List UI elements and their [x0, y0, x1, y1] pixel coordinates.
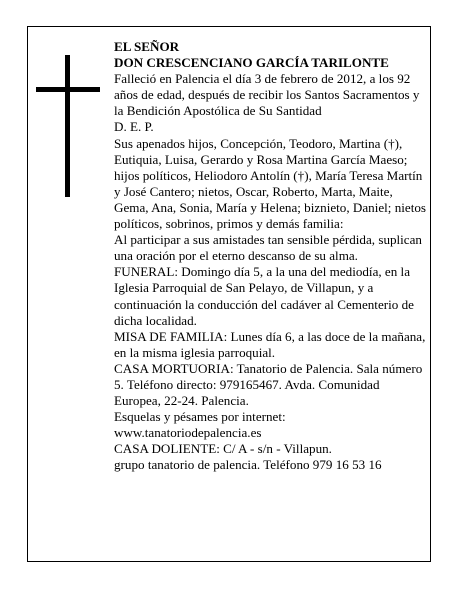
cross-vertical-bar [65, 55, 70, 197]
provider-line: grupo tanatorio de palencia. Teléfono 979 16 53 16 [114, 457, 382, 473]
mortuary-info: CASA MORTUORIA: Tanatorio de Palencia. Sala número 5. Teléfono directo: 979165467. Avda. Comunidad Europea, 22-24. Palencia. [114, 360, 423, 409]
website-link[interactable]: www.tanatoriodepalencia.es [114, 425, 262, 441]
family-mass-info: MISA DE FAMILIA: Lunes día 6, a las doce de la mañana, en la misma iglesia parroquial. [114, 328, 426, 360]
home-address: CASA DOLIENTE: C/ A - s/n - Villapun. [114, 441, 332, 457]
title-line-1: EL SEÑOR [114, 39, 180, 54]
dep-line: D. E. P. [114, 119, 154, 135]
latin-cross-icon [36, 55, 100, 197]
obituary-text [114, 39, 426, 474]
cross-horizontal-bar [36, 87, 100, 92]
family-list: Sus apenados hijos, Concepción, Teodoro, Martina (†), Eutiquia, Luisa, Gerardo y Rosa Martina García Maeso; hijos políticos, Heliodoro Antolín (†), María Teresa Martín y José Cantero; nietos, Oscar, Roberto, Marta, Maite, Gema, Ana, Sonia, María y Helena; biznieto, Daniel; nietos políticos, sobrinos, primos y demás familia: [114, 135, 426, 232]
funeral-info: FUNERAL: Domingo día 5, a la una del mediodía, en la Iglesia Parroquial de San Pelayo, de Villapun, y a continuación la conducción del cadáver al Cementerio de dicha localidad. [114, 264, 414, 328]
internet-label: Esquelas y pésames por internet: [114, 409, 286, 425]
death-notice: Falleció en Palencia el día 3 de febrero de 2012, a los 92 años de edad, después de recibir los Santos Sacramentos y la Bendición Apostólica de Su Santidad [114, 71, 420, 119]
deceased-name: DON CRESCENCIANO GARCÍA TARILONTE [114, 55, 389, 71]
prayer-request: Al participar a sus amistades tan sensible pérdida, suplican una oración por el eterno descanso de su alma. [114, 232, 422, 264]
